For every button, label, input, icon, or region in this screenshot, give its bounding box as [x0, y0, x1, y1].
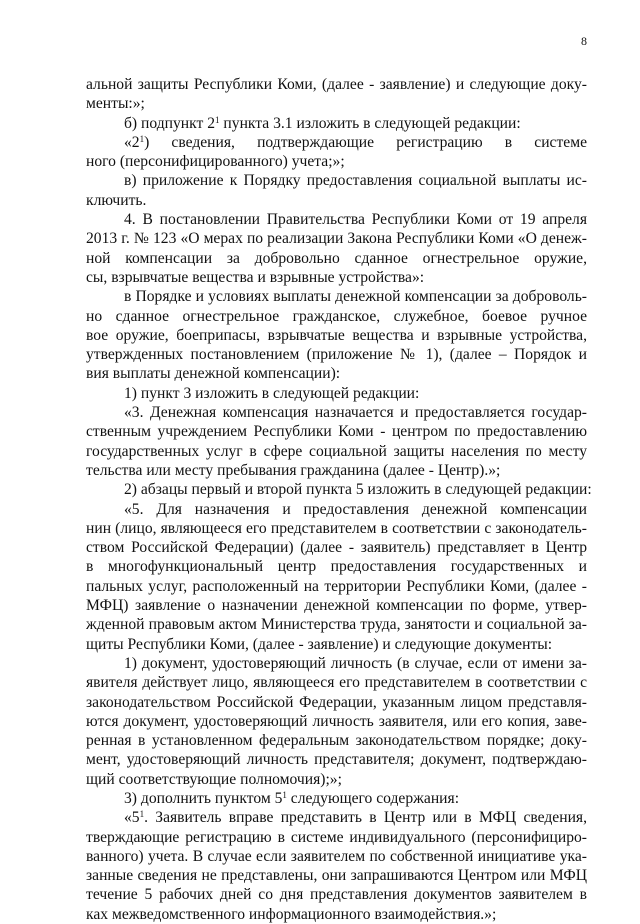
text-segment: ванного) учета. В случае если заявителем по собственной инициативе ука-	[86, 847, 587, 865]
text-segment: жденной правовым актом Министерства труда, занятости и социальной за-	[86, 616, 587, 634]
text-line	[86, 885, 587, 904]
text-segment: следующего содержания:	[286, 789, 460, 807]
text-line	[86, 905, 587, 924]
text-segment: «3. Денежная компенсация назначается и предоставляется государ-	[124, 404, 587, 422]
text-line	[86, 654, 587, 673]
text-line	[86, 866, 587, 885]
text-segment: течение 5 рабочих дней со дня представления документов заявителем в	[86, 886, 587, 904]
text-segment: 1) документ, удостоверяющий личность (в случае, если от имени за-	[124, 654, 587, 672]
text-segment: утвержденных постановлением (приложение № 1), (далее – Порядок и	[86, 346, 587, 364]
text-segment: в) приложение к Порядку предоставления социальной выплаты ис-	[124, 172, 587, 190]
text-segment: 2013 г. № 123 «О мерах по реализации Закона Республики Коми «О денеж-	[86, 230, 587, 248]
text-line	[86, 615, 587, 634]
text-line	[86, 249, 587, 268]
text-segment: 1) пункт 3 изложить в следующей редакции:	[124, 384, 420, 402]
text-segment: ной компенсации за добровольно сданное огнестрельное оружие,	[86, 249, 587, 267]
text-segment: альной защиты Республики Коми, (далее - заявление) и следующие доку-	[86, 76, 587, 93]
text-segment: вия выплаты денежной компенсации):	[86, 365, 341, 383]
text-segment: вое оружие, боеприпасы, взрывчатые вещества и взрывные устройства,	[86, 326, 587, 344]
text-segment: мент, удостоверяющий личность представителя; документ, подтверждаю-	[86, 751, 587, 769]
text-line	[86, 287, 587, 306]
text-line	[86, 750, 587, 769]
text-segment: . Заявитель вправе представить в Центр или в МФЦ сведения,	[144, 809, 587, 827]
text-line	[86, 191, 587, 210]
text-line	[86, 171, 587, 190]
text-segment: 3) дополнить пунктом 5	[124, 789, 283, 807]
text-line	[86, 789, 587, 808]
text-segment: в Порядке и условиях выплаты денежной компенсации за доброволь-	[124, 288, 587, 306]
text-segment: нин (лицо, являющееся его представителем в соответствии с законодатель-	[86, 519, 587, 537]
text-line	[86, 693, 587, 712]
text-line	[86, 480, 592, 499]
text-segment: тверждающие регистрацию в системе индивидуального (персонифициро-	[86, 828, 587, 846]
text-line	[86, 847, 587, 866]
text-segment: сы, взрывчатые вещества и взрывные устройства»:	[86, 268, 425, 286]
document-body	[86, 75, 592, 924]
text-segment: государственных услуг в сфере социальной защиты населения по месту	[86, 442, 587, 460]
text-line	[86, 442, 587, 461]
text-line	[86, 500, 587, 519]
text-segment: ного (персонифицированного) учета;»;	[86, 153, 345, 171]
superscript: 1	[139, 809, 145, 820]
text-segment: щиты Республики Коми, (далее - заявление) и следующие документы:	[86, 635, 553, 653]
text-line	[86, 673, 587, 692]
text-line	[86, 461, 587, 480]
text-segment: пункта 3.1 изложить в следующей редакции:	[219, 114, 521, 132]
text-segment: ключить.	[86, 191, 147, 209]
text-line	[86, 635, 587, 654]
text-line	[86, 152, 587, 171]
text-line	[86, 307, 587, 326]
text-line	[86, 268, 587, 287]
text-line	[86, 345, 587, 364]
text-line	[86, 731, 587, 750]
text-line	[86, 229, 587, 248]
text-line	[86, 384, 587, 403]
text-line	[86, 133, 587, 152]
text-segment: ренная в установленном федеральным законодательством порядке; доку-	[86, 732, 587, 750]
text-line	[86, 828, 587, 847]
text-segment: «5	[124, 809, 140, 827]
text-line	[86, 770, 587, 789]
text-line	[86, 326, 587, 345]
text-line	[86, 210, 587, 229]
text-segment: «5. Для назначения и предоставления денежной компенсации	[124, 500, 587, 518]
text-segment: МФЦ) заявление о назначении денежной компенсации по форме, утвер-	[86, 597, 587, 615]
text-line	[86, 114, 587, 133]
text-segment: но сданное огнестрельное гражданское, служебное, боевое ручное	[86, 307, 587, 325]
text-line	[86, 596, 587, 615]
text-segment: 2) абзацы первый и второй пункта 5 изложить в следующей редакции:	[124, 481, 592, 499]
text-segment: ках межведомственного информационного взаимодействия.»;	[86, 905, 497, 923]
text-line	[86, 519, 587, 538]
text-line	[86, 422, 587, 441]
text-segment: менты:»;	[86, 95, 145, 113]
text-segment: явителя действует лицо, являющееся его представителем в соответствии с	[86, 674, 587, 692]
text-line	[86, 94, 587, 113]
text-segment: ) сведения, подтверждающие регистрацию в системе	[144, 133, 587, 151]
text-segment: законодательством Российской Федерации, указанным лицом представля-	[86, 693, 587, 711]
text-segment: ственным учреждением Республики Коми - центром по предоставлению	[86, 423, 587, 441]
text-line	[86, 403, 587, 422]
text-segment: ством Российской Федерации) (далее - заявитель) представляет в Центр	[86, 539, 587, 557]
text-segment: «2	[124, 133, 140, 151]
text-line	[86, 577, 587, 596]
page-number: 8	[581, 34, 587, 48]
text-segment: б) подпункт 2	[124, 114, 216, 132]
superscript: 1	[215, 114, 220, 125]
text-segment: ются документ, удостоверяющий личность заявителя, или его копия, заве-	[86, 712, 587, 730]
text-line	[86, 557, 587, 576]
text-segment: тельства или месту пребывания гражданина (далее - Центр).»;	[86, 461, 501, 479]
text-segment: в многофункциональный центр предоставления государственных и	[86, 558, 587, 576]
text-line	[86, 538, 587, 557]
text-segment: щий соответствующие полномочия);»;	[86, 770, 342, 788]
text-segment: занные сведения не представлены, они запрашиваются Центром или МФЦ	[86, 867, 587, 885]
text-line	[86, 75, 587, 94]
text-segment: 4. В постановлении Правительства Республики Коми от 19 апреля	[124, 211, 587, 229]
superscript: 1	[139, 133, 145, 144]
text-line	[86, 712, 587, 731]
superscript: 1	[282, 789, 287, 800]
text-segment: пальных услуг, расположенный на территории Республики Коми, (далее -	[86, 577, 587, 595]
text-line	[86, 808, 587, 827]
text-line	[86, 364, 587, 383]
